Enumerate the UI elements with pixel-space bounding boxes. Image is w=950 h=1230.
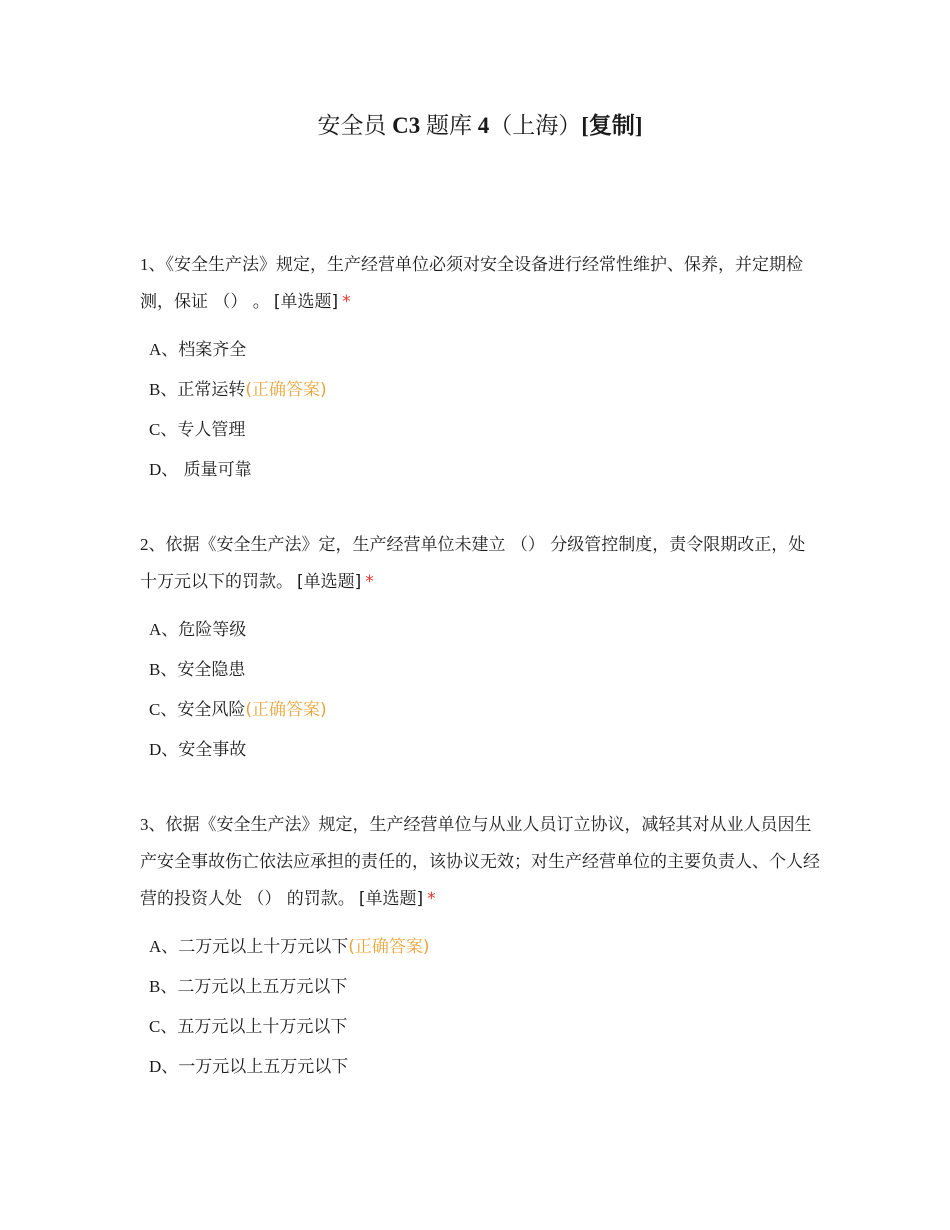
question-2: [140, 526, 820, 770]
option-text: 安全风险: [177, 700, 246, 720]
option-a[interactable]: [140, 330, 820, 370]
option-text: 二万元以上五万元以下: [177, 977, 348, 997]
option-b[interactable]: [140, 370, 820, 410]
option-a[interactable]: [140, 927, 820, 967]
title-text: （上海）: [489, 113, 582, 138]
question-text: 依据《安全生产法》规定，生产经营单位与从业人员订立协议，减轻其对从业人员因生产安全事故伤亡依法应承担的责任的，该协议无效；对生产经营单位的主要负责人、个人经营的投资人处 （） 的罚款。: [140, 815, 820, 909]
option-label: C、: [149, 1017, 178, 1036]
question-type-label: [单选题]: [297, 572, 362, 592]
option-c[interactable]: [140, 1007, 820, 1047]
option-c[interactable]: [140, 690, 820, 730]
option-a[interactable]: [140, 610, 820, 650]
required-mark: *: [427, 889, 436, 909]
option-label: A、: [149, 620, 179, 639]
question-text-block: [140, 806, 820, 918]
question-text: 《安全生产法》规定，生产经营单位必须对安全设备进行经常性维护、保养，并定期检测，保证 （） 。: [140, 255, 803, 312]
question-number: 1、: [140, 255, 166, 274]
correct-answer-label: (正确答案): [245, 700, 327, 720]
question-type-label: [单选题]: [273, 292, 339, 312]
question-1: [140, 246, 820, 490]
option-d[interactable]: [140, 1047, 820, 1087]
option-label: C、: [149, 700, 178, 719]
option-d[interactable]: [140, 730, 820, 770]
option-label: D、: [149, 740, 179, 759]
question-3: [140, 806, 820, 1087]
option-label: B、: [149, 660, 178, 679]
title-text: [复制]: [581, 113, 643, 138]
title-text: 题库: [426, 113, 473, 138]
option-text: 正常运转: [177, 380, 246, 400]
required-mark: *: [342, 292, 351, 312]
option-text: 质量可靠: [178, 460, 252, 480]
question-text-block: [140, 526, 820, 601]
option-b[interactable]: [140, 650, 820, 690]
document-title: [0, 108, 950, 144]
title-text: 安全员: [317, 113, 387, 138]
option-text: 一万元以上五万元以下: [178, 1057, 349, 1077]
options-list: [140, 610, 820, 770]
options-list: [140, 330, 820, 490]
option-text: 档案齐全: [178, 340, 247, 360]
option-label: B、: [149, 380, 178, 399]
question-number: 2、: [140, 535, 166, 554]
option-text: 安全隐患: [177, 660, 246, 680]
option-d[interactable]: [140, 450, 820, 490]
correct-answer-label: (正确答案): [348, 937, 430, 957]
option-label: D、: [149, 1057, 179, 1076]
question-text: 依据《安全生产法》定，生产经营单位未建立 （） 分级管控制度，责令限期改正，处十万元以下的罚款。: [140, 535, 806, 592]
question-number: 3、: [140, 815, 166, 834]
option-text: 五万元以上十万元以下: [177, 1017, 348, 1037]
required-mark: *: [365, 572, 374, 592]
option-label: B、: [149, 977, 178, 996]
option-label: A、: [149, 340, 179, 359]
option-text: 二万元以上十万元以下: [178, 937, 349, 957]
option-label: A、: [149, 937, 179, 956]
title-text: C3: [392, 113, 421, 138]
option-label: D、: [149, 460, 179, 479]
question-text-block: [140, 246, 820, 321]
option-b[interactable]: [140, 967, 820, 1007]
correct-answer-label: (正确答案): [245, 380, 327, 400]
option-text: 安全事故: [178, 740, 247, 760]
option-text: 专人管理: [177, 420, 246, 440]
options-list: [140, 927, 820, 1087]
question-type-label: [单选题]: [358, 889, 424, 909]
option-c[interactable]: [140, 410, 820, 450]
title-text: 4: [477, 113, 490, 138]
option-text: 危险等级: [178, 620, 247, 640]
option-label: C、: [149, 420, 178, 439]
